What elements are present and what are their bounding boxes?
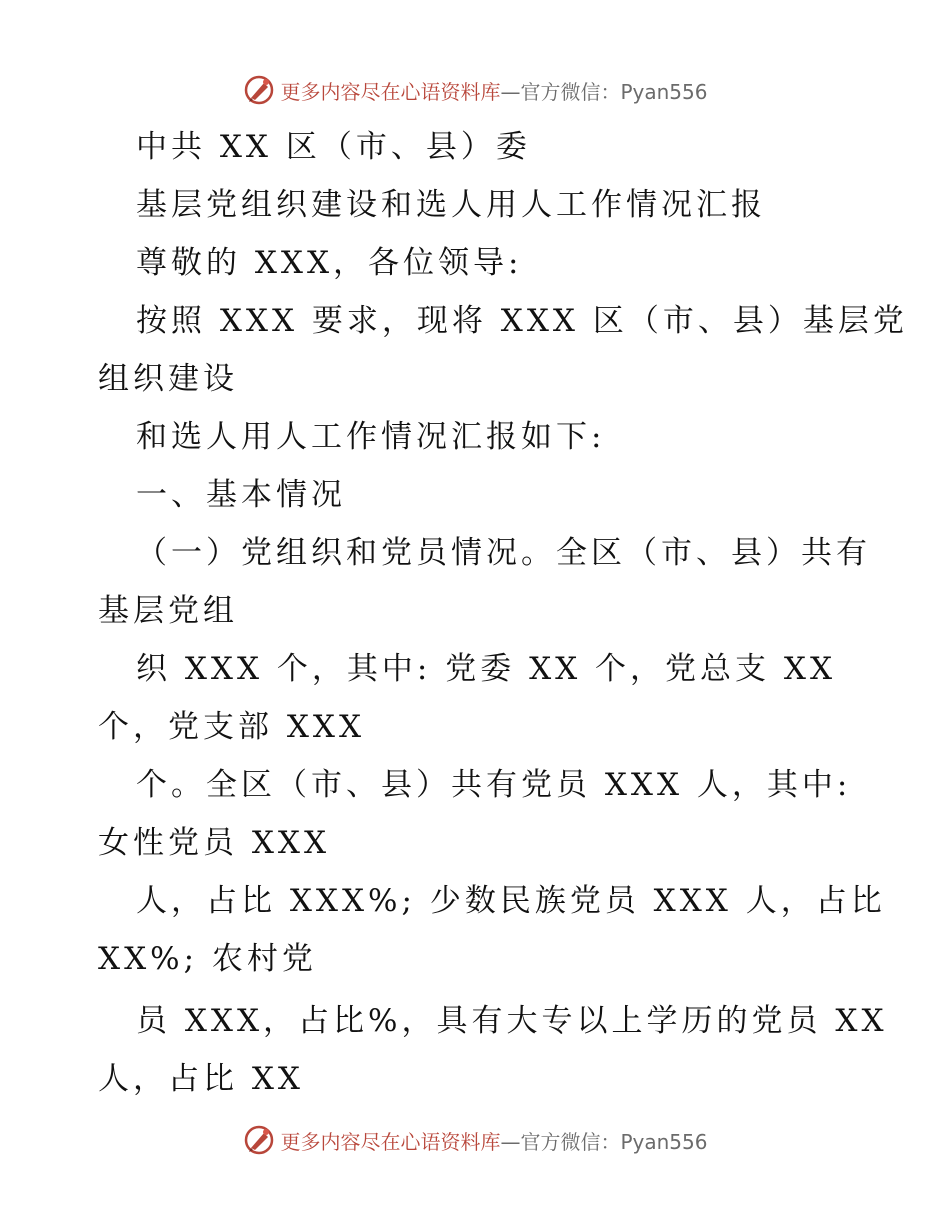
banner-text: 更多内容尽在心语资料库—官方微信：Pyan556 [280, 79, 708, 104]
doc-paragraph-line: 织 XXX 个，其中: 党委 XX 个，党总支 XX [136, 651, 837, 687]
pen-logo-icon [242, 1123, 276, 1157]
footer-banner [0, 1120, 950, 1160]
doc-paragraph-line: （一）党组织和党员情况。全区（市、县）共有 [136, 535, 871, 571]
doc-paragraph-line: 按照 XXX 要求，现将 XXX 区（市、县）基层党 [136, 303, 908, 339]
banner-text: 更多内容尽在心语资料库—官方微信：Pyan556 [280, 1129, 708, 1154]
doc-paragraph-line: 个，党支部 XXX [98, 709, 366, 745]
doc-paragraph-line: 基层党组 [98, 593, 238, 629]
doc-section-heading: 一、基本情况 [136, 477, 346, 513]
doc-paragraph-line: 组织建设 [98, 361, 238, 397]
doc-paragraph-line: 和选人用人工作情况汇报如下: [136, 419, 606, 455]
pen-logo-icon [242, 73, 276, 107]
doc-paragraph-line: 人，占比 XXX%; 少数民族党员 XXX 人，占比 [136, 883, 886, 919]
doc-title-report: 基层党组织建设和选人用人工作情况汇报 [136, 187, 766, 223]
doc-title-org: 中共 XX 区（市、县）委 [136, 129, 531, 165]
doc-paragraph-line: 员 XXX，占比%，具有大专以上学历的党员 XX [136, 1003, 888, 1039]
doc-paragraph-line: XX%; 农村党 [98, 941, 317, 977]
doc-salutation: 尊敬的 XXX，各位领导: [136, 245, 523, 281]
doc-paragraph-line: 个。全区（市、县）共有党员 XXX 人，其中: [136, 767, 852, 803]
header-banner [0, 70, 950, 110]
doc-paragraph-line: 人，占比 XX [98, 1061, 304, 1097]
doc-paragraph-line: 女性党员 XXX [98, 825, 331, 861]
